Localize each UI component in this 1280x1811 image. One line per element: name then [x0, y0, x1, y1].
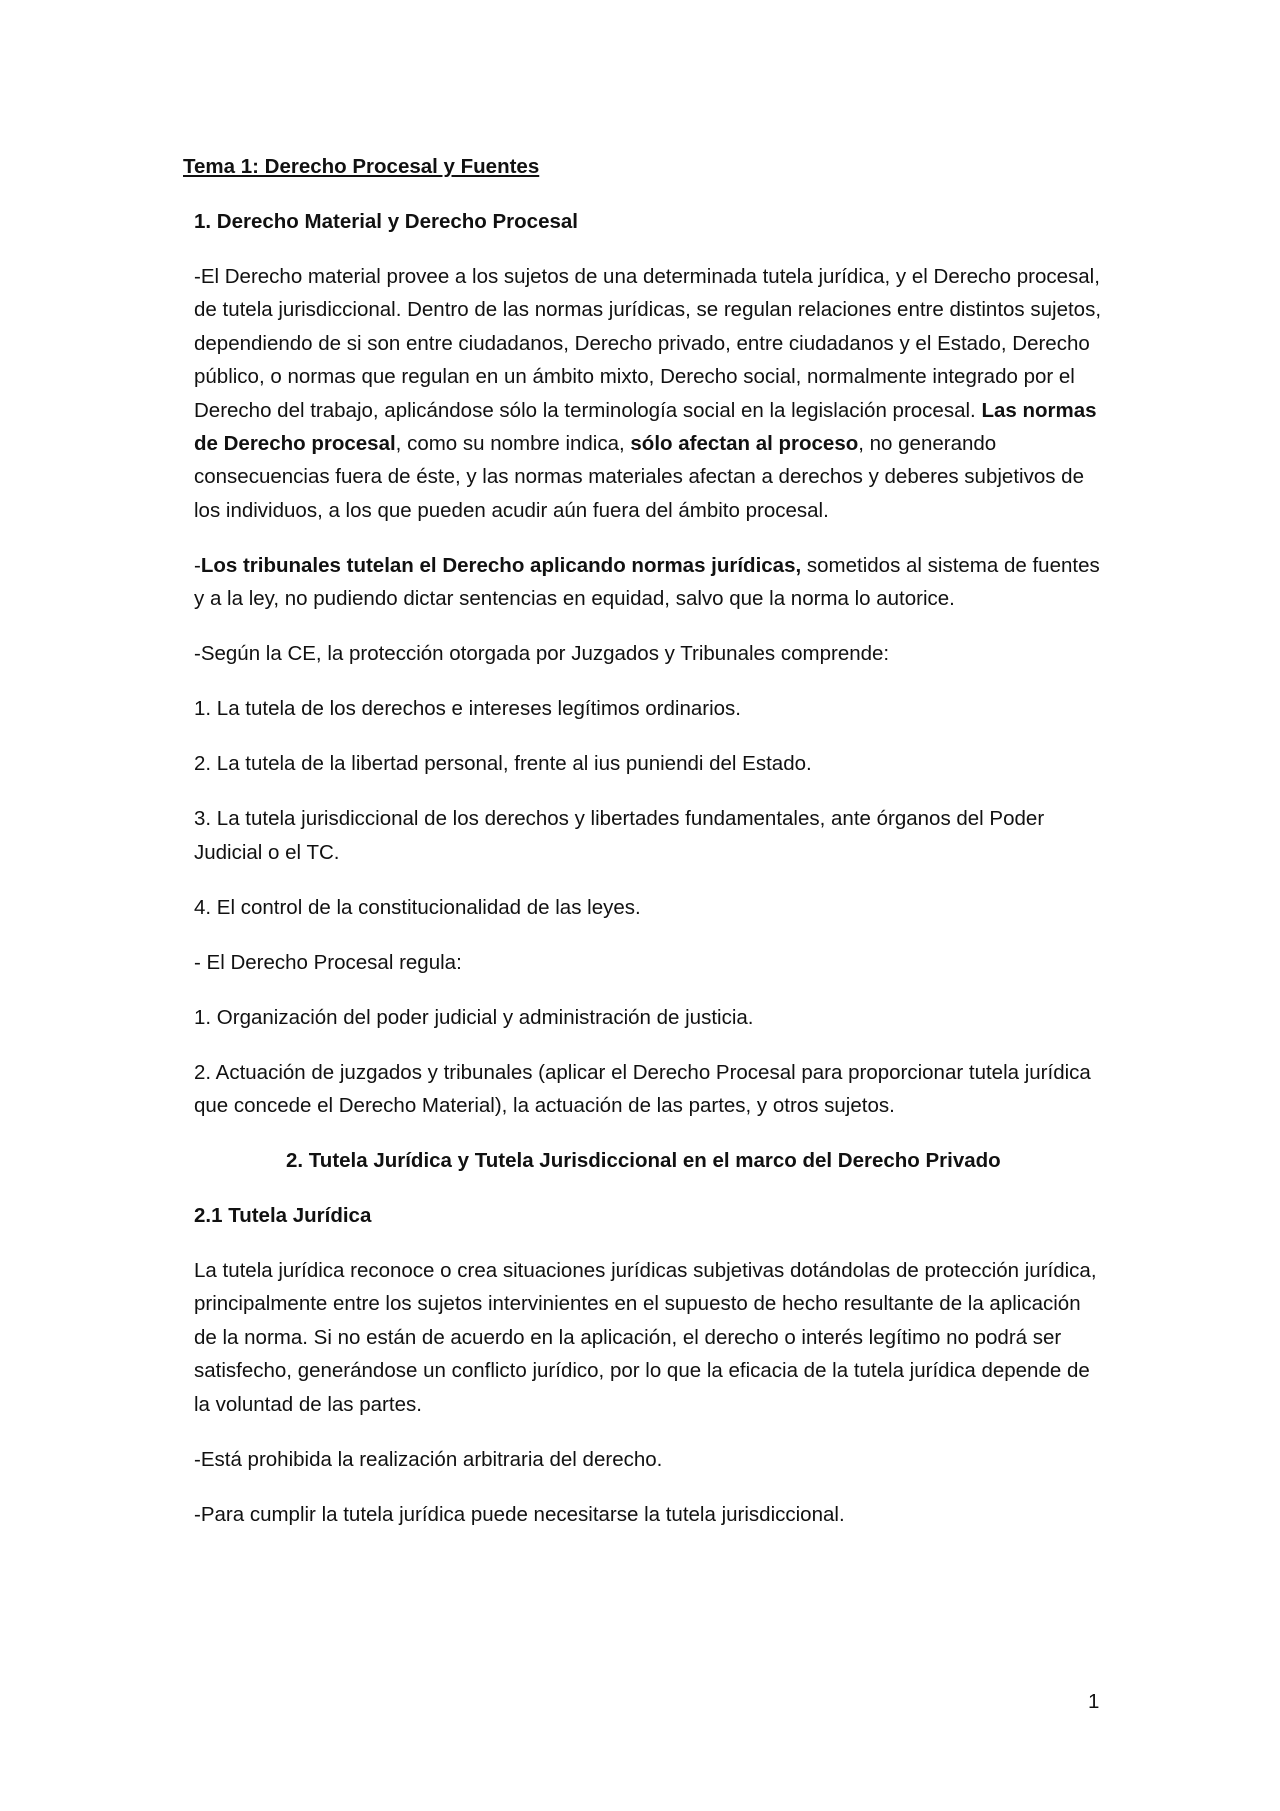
bold-text: Las normas de Derecho procesal [194, 398, 1097, 456]
paragraph-segun-ce: -Según la CE, la protección otorgada por Juzgados y Tribunales comprende: [194, 642, 890, 666]
bold-text: Los tribunales tutelan el Derecho aplicando normas jurídicas, [200, 553, 802, 577]
paragraph-derecho-material [183, 260, 1103, 527]
bold-text: sólo afectan al proceso [630, 432, 859, 456]
paragraph-tribunales [183, 549, 1103, 616]
list-item: 3. La tutela jurisdiccional de los derechos y libertades fundamentales, ante órganos del Poder Judicial o el TC. [194, 807, 1045, 864]
paragraph-prohibida: -Está prohibida la realización arbitraria del derecho. [194, 1447, 663, 1471]
paragraph-text: -El Derecho material provee a los sujetos de una determinada tutela jurídica, y el Derecho procesal, de tutela jurisdiccional. Dentro de las normas jurídicas, se regulan relaciones entre distintos sujetos, dependiendo de si son entre ciudadanos, Derecho privado, entre ciudadanos y el Estado, Derecho público, o normas que regulan en un ámbito mixto, Derecho social, normalmente integrado por el Derecho del trabajo, aplicándose sólo la terminología social en la legislación procesal. [194, 265, 1102, 422]
paragraph-text: , no generando consecuencias fuera de éste, y las normas materiales afectan a derechos y deberes subjetivos de los individuos, a los que pueden acudir aún fuera del ámbito procesal. [194, 432, 1084, 522]
list-item: 1. La tutela de los derechos e intereses legítimos ordinarios. [194, 697, 741, 721]
paragraph-cumplir: -Para cumplir la tutela jurídica puede necesitarse la tutela jurisdiccional. [194, 1502, 845, 1526]
paragraph-text: - [194, 553, 201, 577]
paragraph-text: sometidos al sistema de fuentes y a la ley, no pudiendo dictar sentencias en equidad, salvo que la norma lo autorice. [194, 553, 1100, 611]
document-body [183, 150, 1103, 1553]
section-2-heading: 2. Tutela Jurídica y Tutela Jurisdiccional en el marco del Derecho Privado [286, 1149, 1001, 1173]
subsection-2-1-heading: 2.1 Tutela Jurídica [194, 1204, 372, 1228]
paragraph-tutela-juridica: La tutela jurídica reconoce o crea situaciones jurídicas subjetivas dotándolas de protección jurídica, principalmente entre los sujetos intervinientes en el supuesto de hecho resultante de la aplicación de la norma. Si no están de acuerdo en la aplicación, el derecho o interés legítimo no podrá ser satisfecho, generándose un conflicto jurídico, por lo que la eficacia de la tutela jurídica depende de la voluntad de las partes. [194, 1259, 1097, 1416]
list-item: 2. La tutela de la libertad personal, frente al ius puniendi del Estado. [194, 752, 812, 776]
document-title: Tema 1: Derecho Procesal y Fuentes [183, 155, 540, 178]
paragraph-text: , como su nombre indica, [395, 432, 631, 456]
page-number: 1 [1088, 1690, 1100, 1713]
section-1-heading: 1. Derecho Material y Derecho Procesal [194, 210, 578, 233]
list-item: 1. Organización del poder judicial y administración de justicia. [194, 1005, 754, 1029]
list-item: 2. Actuación de juzgados y tribunales (aplicar el Derecho Procesal para proporcionar tutela jurídica que concede el Derecho Material), la actuación de las partes, y otros sujetos. [194, 1060, 1091, 1118]
list-item: 4. El control de la constitucionalidad de las leyes. [194, 895, 641, 919]
paragraph-regula: - El Derecho Procesal regula: [194, 950, 462, 974]
